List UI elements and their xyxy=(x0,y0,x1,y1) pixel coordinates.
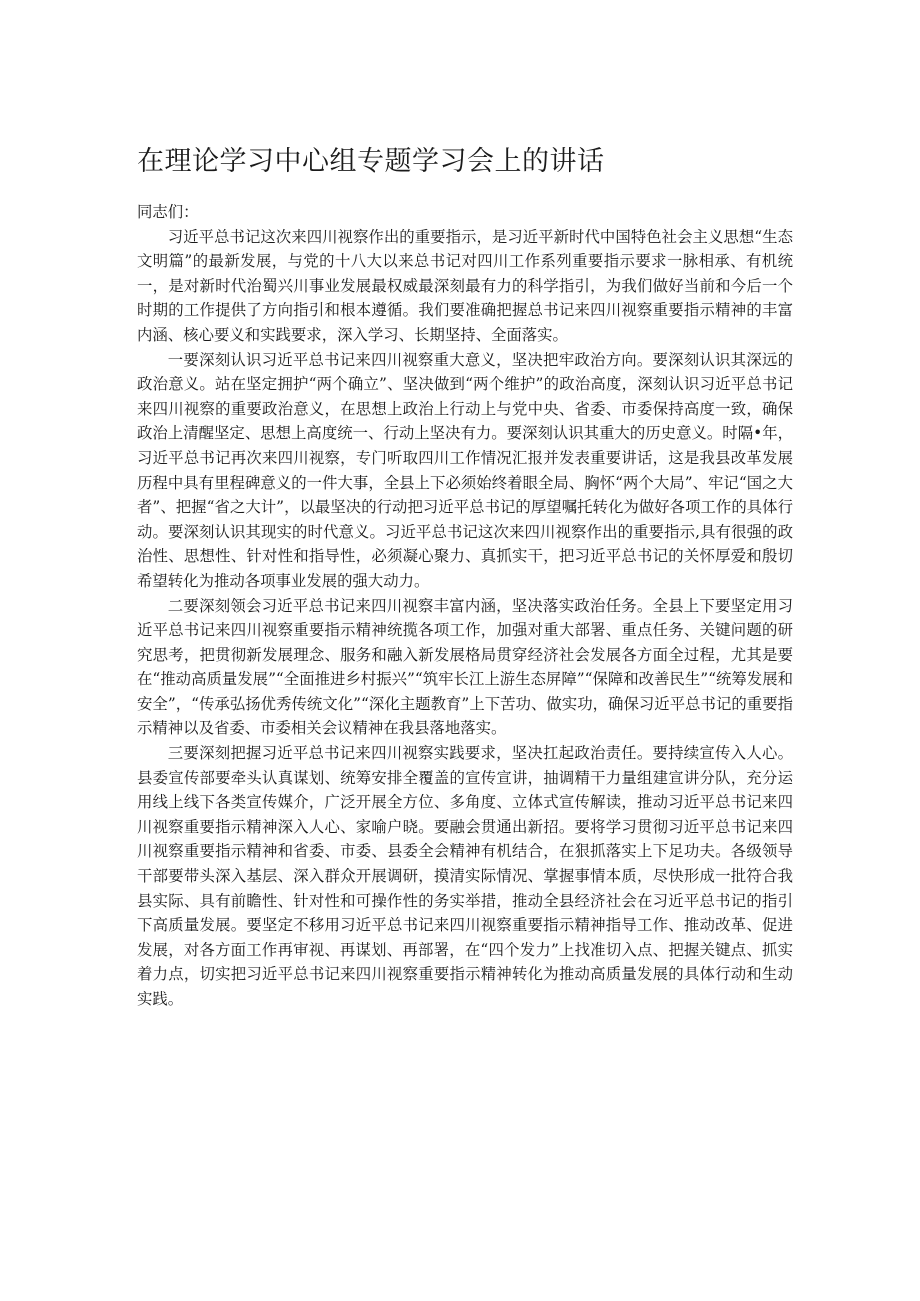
paragraph-intro: 习近平总书记这次来四川视察作出的重要指示，是习近平新时代中国特色社会主义思想“生态文明篇”的最新发展，与党的十八大以来总书记对四川工作系列重要指示要求一脉相承、有机统一，是对新时代治蜀兴川事业发展最权威最深刻最有力的科学指引，为我们做好当前和今后一个时期的工作提供了方向指引和根本遵循。我们要准确把握总书记来四川视察重要指示精神的丰富内涵、核心要义和实践要求，深入学习、长期坚持、全面落实。 xyxy=(137,227,793,344)
salutation: 同志们： xyxy=(137,203,199,221)
paragraph-point-two: 二要深刻领会习近平总书记来四川视察丰富内涵，坚决落实政治任务。全县上下要坚定用习近平总书记来四川视察重要指示精神统揽各项工作，加强对重大部署、重点任务、关键问题的研究思考，把贯彻新发展理念、服务和融入新发展格局贯穿经济社会发展各方面全过程，尤其是要在“推动高质量发展”“全面推进乡村振兴”“筑牢长江上游生态屏障”“保障和改善民生”“统筹发展和安全”，“传承弘扬优秀传统文化”“深化主题教育”上下苦功、做实功，确保习近平总书记的重要指示精神以及省委、市委相关会议精神在我县落地落实。 xyxy=(137,596,793,738)
document-title: 在理论学习中心组专题学习会上的讲话 xyxy=(137,146,605,177)
document-body xyxy=(137,200,793,1012)
paragraph-point-one: 一要深刻认识习近平总书记来四川视察重大意义，坚决把牢政治方向。要深刻认识其深远的政治意义。站在坚定拥护“两个确立”、坚决做到“两个维护”的政治高度，深刻认识习近平总书记来四川视察的重要政治意义，在思想上政治上行动上与党中央、省委、市委保持高度一致，确保政治上清醒坚定、思想上高度统一、行动上坚决有力。要深刻认识其重大的历史意义。时隔•年，习近平总书记再次来四川视察，专门听取四川工作情况汇报并发表重要讲话，这是我县改革发展历程中具有里程碑意义的一件大事，全县上下必须始终着眼全局、胸怀“两个大局”、牢记“国之大者”、把握“省之大计”，以最坚决的行动把习近平总书记的厚望嘱托转化为做好各项工作的具体行动。要深刻认识其现实的时代意义。习近平总书记这次来四川视察作出的重要指示,具有很强的政治性、思想性、针对性和指导性，必须凝心聚力、真抓实干，把习近平总书记的关怀厚爱和殷切希望转化为推动各项事业发展的强大动力。 xyxy=(137,350,793,590)
paragraph-point-three: 三要深刻把握习近平总书记来四川视察实践要求，坚决扛起政治责任。要持续宣传入人心。县委宣传部要牵头认真谋划、统筹安排全覆盖的宣传宣讲，抽调精干力量组建宣讲分队，充分运用线上线下各类宣传媒介，广泛开展全方位、多角度、立体式宣传解读，推动习近平总书记来四川视察重要指示精神深入人心、家喻户晓。要融会贯通出新招。要将学习贯彻习近平总书记来四川视察重要指示精神和省委、市委、县委全会精神有机结合，在狠抓落实上下足功夫。各级领导干部要带头深入基层、深入群众开展调研，摸清实际情况、掌握事情本质，尽快形成一批符合我县实际、具有前瞻性、针对性和可操作性的务实举措，推动全县经济社会在习近平总书记的指引下高质量发展。要坚定不移用习近平总书记来四川视察重要指示精神指导工作、推动改革、促进发展，对各方面工作再审视、再谋划、再部署，在“四个发力”上找准切入点、把握关键点、抓实着力点，切实把习近平总书记来四川视察重要指示精神转化为推动高质量发展的具体行动和生动实践。 xyxy=(137,744,793,1008)
